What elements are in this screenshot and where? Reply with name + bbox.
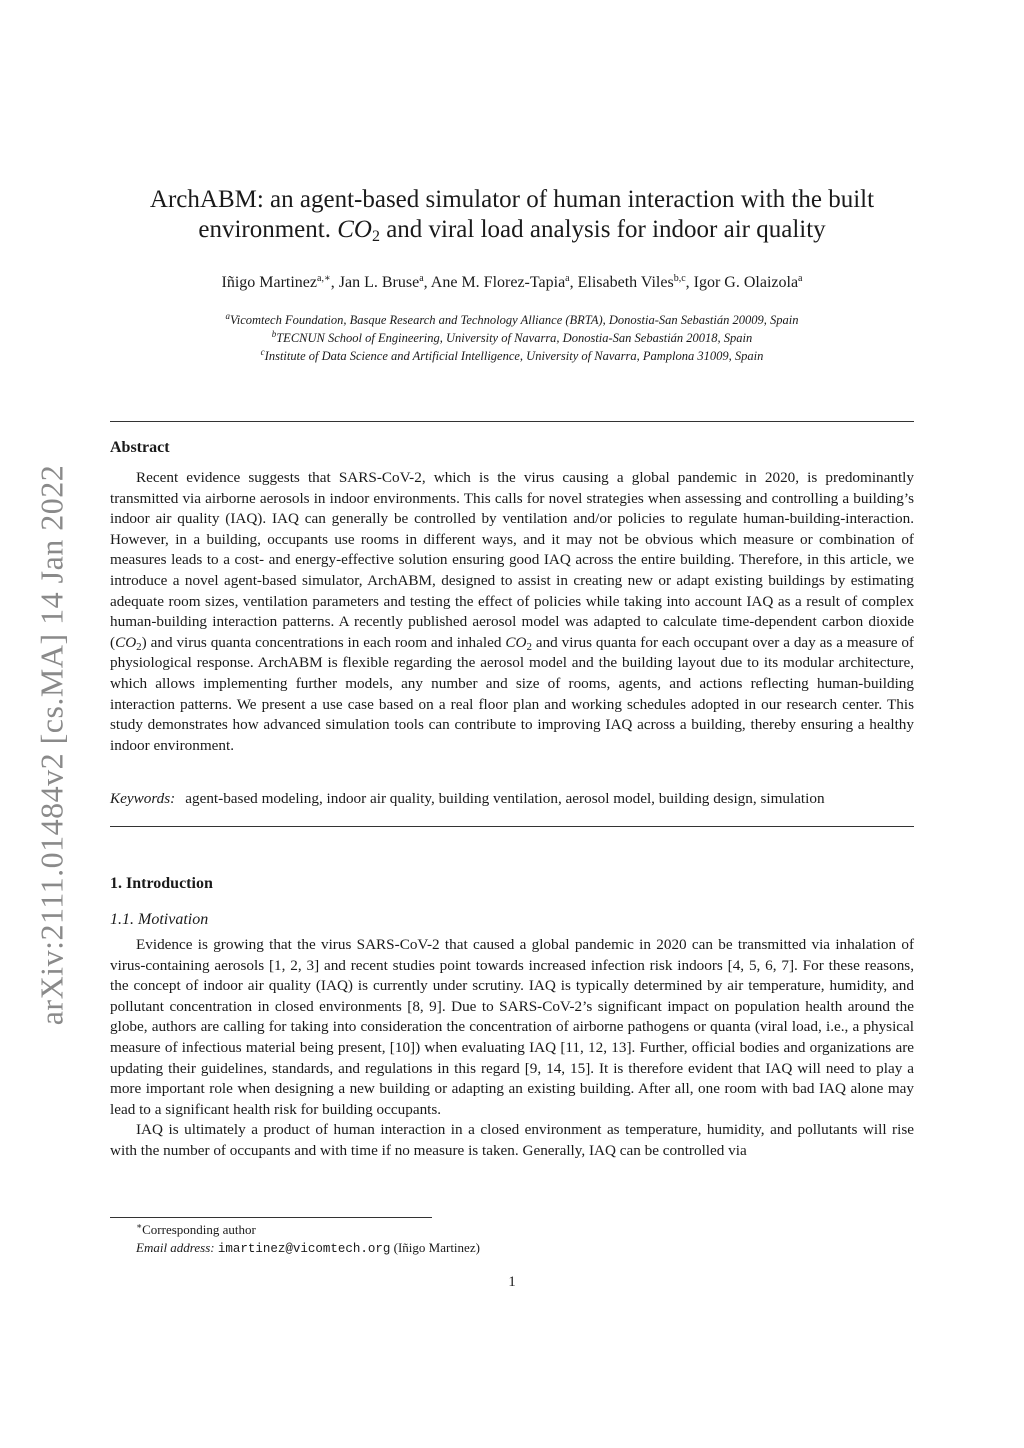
introduction-body: [110, 935, 914, 1162]
title-line-2: environment. $CO_2$ and viral load analysis for indoor air quality: [198, 216, 826, 245]
author: Iñigo Martinez$^{a,∗}$,: [221, 273, 339, 291]
author: Elisabeth Viles$^{b,c}$,: [577, 273, 694, 291]
keywords: [110, 790, 914, 808]
affiliation: $^a$Vicomtech Foundation, Basque Research and Technology Alliance (BRTA), Donostia-San Sebastián 20009, Spain: [225, 311, 799, 327]
abstract-bottom-rule: [110, 826, 914, 827]
footnote: [136, 1221, 480, 1258]
arxiv-id: arXiv:2111.01484v2 [cs.MA] 14 Jan 2022: [33, 464, 70, 1026]
paragraph: IAQ is ultimately a product of human interaction in a closed environment as temperature, humidity, and pollutants will rise with the number of occupants and with time if no measure is taken. Generally, IAQ can be controlled via: [110, 1121, 914, 1159]
section-heading-introduction: 1. Introduction: [110, 875, 213, 892]
author: Jan L. Bruse$^a$,: [338, 273, 431, 291]
subsection-heading-motivation: 1.1. Motivation: [110, 911, 209, 928]
author-list: [110, 274, 914, 292]
affiliation: $^b$TECNUN School of Engineering, University of Navarra, Donostia-San Sebastián 20018, Spain: [271, 329, 753, 345]
email-link[interactable]: imartinez@vicomtech.org: [217, 1242, 391, 1256]
abstract-heading: Abstract: [110, 439, 170, 456]
keywords-label: Keywords:: [110, 790, 176, 807]
paragraph: Evidence is growing that the virus SARS-CoV-2 that caused a global pandemic in 2020 can be transmitted via inhalation of virus-containing aerosols [1, 2, 3] and recent studies point towards increased infection risk indoors [4, 5, 6, 7]. For these reasons, the concept of indoor air quality (IAQ) is currently under scrutiny. IAQ is typically determined by air temperature, humidity, and pollutant concentration in closed environments [8, 9]. Due to SARS-CoV-2’s significant impact on population health around the globe, authors are calling for taking into consideration the concentration of airborne pathogens or quanta (viral load, i.e., a physical measure of infectious material being present, [10]) when evaluating IAQ [11, 12, 13]. Further, official bodies and organizations are updating their guidelines, standards, and regulations in this regard [9, 14, 15]. It is therefore evident that IAQ will need to play a more important role when designing a new building or adapting an existing building. After all, one room with bad IAQ alone may lead to a significant health risk for building occupants.: [110, 936, 914, 1118]
abstract-top-rule: [110, 421, 914, 422]
corresponding-author-note: ∗Corresponding author: [136, 1221, 256, 1237]
author: Ane M. Florez-Tapia$^a$,: [430, 273, 578, 291]
affiliations: [110, 311, 914, 365]
keywords-text: agent-based modeling, indoor air quality, building ventilation, aerosol model, building design, simulation: [185, 790, 825, 807]
email-line: Email address: imartinez@vicomtech.org (Iñigo Martinez): [136, 1240, 480, 1256]
paper-title: [110, 185, 914, 245]
title-line-1: ArchABM: an agent-based simulator of human interaction with the built: [149, 186, 875, 213]
author: Igor G. Olaizola$^a$: [693, 273, 803, 291]
abstract-body: Recent evidence suggests that SARS-CoV-2, which is the virus causing a global pandemic in 2020, is predominantly transmitted via airborne aerosols in indoor environments. This calls for novel strategies when assessing and controlling a building’s indoor air quality (IAQ). IAQ can generally be controlled by ventilation and/or policies to regulate human-building-interaction. However, in a building, occupants use rooms in different ways, and it may not be obvious which measure or combination of measures leads to a cost- and energy-effective solution ensuring good IAQ across the entire building. Therefore, in this article, we introduce a novel agent-based simulator, ArchABM, designed to assist in creating new or adapt existing buildings by estimating adequate room sizes, ventilation parameters and testing the effect of policies while taking into account IAQ as a result of complex human-building interaction patterns. A recently published aerosol model was adapted to calculate time-dependent carbon dioxide $(CO_2)$ and virus quanta concentrations in each room and inhaled $CO_2$ and virus quanta for each occupant over a day as a measure of physiological response. ArchABM is flexible regarding the aerosol model and the building layout due to its modular architecture, which allows implementing further models, any number and size of rooms, agents, and actions reflecting human-building interaction patterns. We present a use case based on a real floor plan and working schedules adopted in our research center. This study demonstrates how advanced simulation tools can contribute to improving IAQ across a building, thereby ensuring a healthy indoor environment.: [110, 469, 914, 754]
affiliation: $^c$Institute of Data Science and Artificial Intelligence, University of Navarra, Pamplona 31009, Spain: [260, 347, 764, 363]
footnote-rule: [110, 1217, 432, 1218]
page-number: 1: [508, 1274, 516, 1290]
